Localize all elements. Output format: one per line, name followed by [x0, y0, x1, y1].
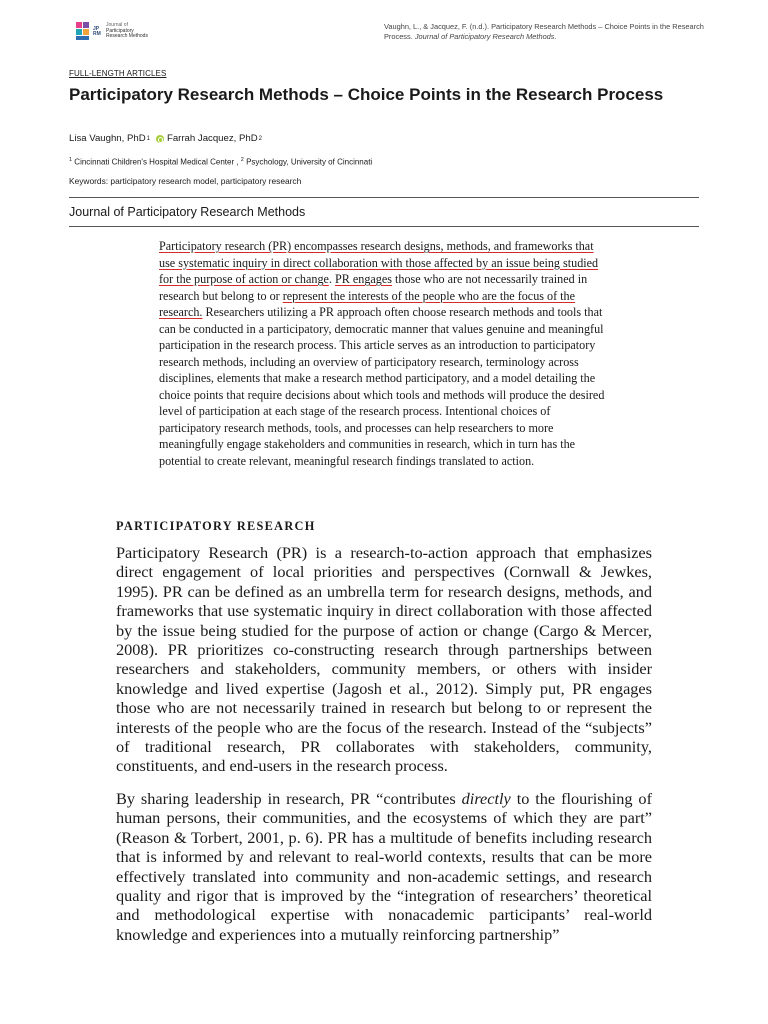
section-label[interactable]: FULL-LENGTH ARTICLES — [69, 69, 167, 78]
logo-abbr: JP RM — [93, 26, 101, 37]
abstract-highlight-1: Participatory research (PR) encompasses research designs, methods, and frameworks that use systematic inquiry in direct collaboration with those affected by an issue being studied for the purpose of action or change — [159, 239, 599, 286]
affiliation-2: Psychology, University of Cincinnati — [243, 157, 373, 167]
paragraph-text: By sharing leadership in research, PR “contributes — [116, 789, 462, 808]
paragraph-text: to the flourishing of human persons, their communities, and the ecosystems of which they are part” (Reason & Torbert, 2001, p. 6). PR has a multitude of benefits including research that is informed by and relevant to real-world contexts, results that can be more effectively translated into community and non-academic settings, and research quality and rigor that is improved by the “integration of researchers’ theoretical and methodological expertise with nonacademic participants’ real-world knowledge and experiences into a mutually reinforcing partnership” — [116, 789, 652, 944]
journal-logo — [76, 22, 148, 41]
logo-line-1: Journal of — [106, 22, 128, 28]
logo-line-2: Participatory — [106, 27, 134, 34]
author-affiliation-marker: 1 — [146, 135, 150, 142]
citation-main: Vaughn, L., & Jacquez, F. (n.d.). Participatory Research Methods – Choice Points in the Research Process. — [384, 22, 704, 41]
abstract — [159, 238, 611, 469]
author-affiliation-marker: 2 — [258, 135, 262, 142]
affiliation-marker: 1 — [69, 157, 73, 163]
keywords: Keywords: participatory research model, participatory research — [69, 176, 302, 186]
divider-bottom — [69, 226, 699, 227]
logo-line-3: Research Methods — [106, 33, 148, 39]
affiliations — [69, 157, 372, 167]
affiliation-marker: 2 — [240, 157, 244, 163]
author-list — [69, 133, 262, 144]
article-title: Participatory Research Methods – Choice Points in the Research Process — [69, 85, 664, 104]
orcid-icon[interactable] — [156, 135, 164, 143]
affiliation-1: Cincinnati Children's Hospital Medical Center , — [72, 157, 241, 167]
author-name[interactable]: Farrah Jacquez, PhD — [166, 133, 258, 144]
body-paragraph-1: Participatory Research (PR) is a research-to-action approach that emphasizes direct engagement of local priorities and perspectives (Cornwall & Jewkes, 1995). PR can be defined as an umbrella term for research designs, methods, and frameworks that use systematic inquiry in direct collaboration with those affected by the issue being studied for the purpose of action or change (Cargo & Mercer, 2008). PR prioritizes co-constructing research through partnerships between researchers and stakeholders, community members, or others with insider knowledge and lived expertise (Jagosh et al., 2012). Simply put, PR engages those who are not necessarily trained in research but belong to or represent the interests of the people who are the focus of the research. Instead of the “subjects” of traditional research, PR collaborates with stakeholders, community, constituents, and end-users in the research process. — [116, 543, 652, 776]
citation — [384, 22, 704, 42]
abstract-text: Researchers utilizing a PR approach often choose research methods and tools that can be conducted in a participatory, democratic manner that values genuine and meaningful participation in the research process. This article serves as an introduction to participatory research methods, including an overview of participatory research, terminology across disciplines, elements that make a research method participatory, and a model detailing the choice points that require decisions about which tools and methods will produce the desired level of participation at each stage of the research process. Intentional choices of participatory research methods, tools, and processes can help researchers to more meaningfully engage stakeholders and communities in research, which in turn has the potential to create relevant, meaningful research findings translated to action. — [159, 305, 605, 468]
logo-text — [106, 23, 148, 40]
section-heading: PARTICIPATORY RESEARCH — [116, 519, 316, 533]
body-paragraph-2 — [116, 789, 652, 944]
abstract-highlight-2: PR engages — [334, 272, 392, 286]
abstract-text: those who are not necessarily trained in research but belong to or — [159, 272, 588, 303]
citation-journal: Journal of Participatory Research Methods. — [414, 32, 557, 41]
abstract-text: . — [328, 272, 335, 286]
emphasis: directly — [461, 789, 511, 808]
journal-logo-icon — [76, 22, 90, 41]
abstract-highlight-3: represent the interests of the people who are the focus of the research. — [159, 288, 576, 319]
divider-top — [69, 197, 699, 198]
author-name[interactable]: Lisa Vaughn, PhD — [69, 133, 146, 144]
journal-name: Journal of Participatory Research Methods — [69, 205, 306, 219]
